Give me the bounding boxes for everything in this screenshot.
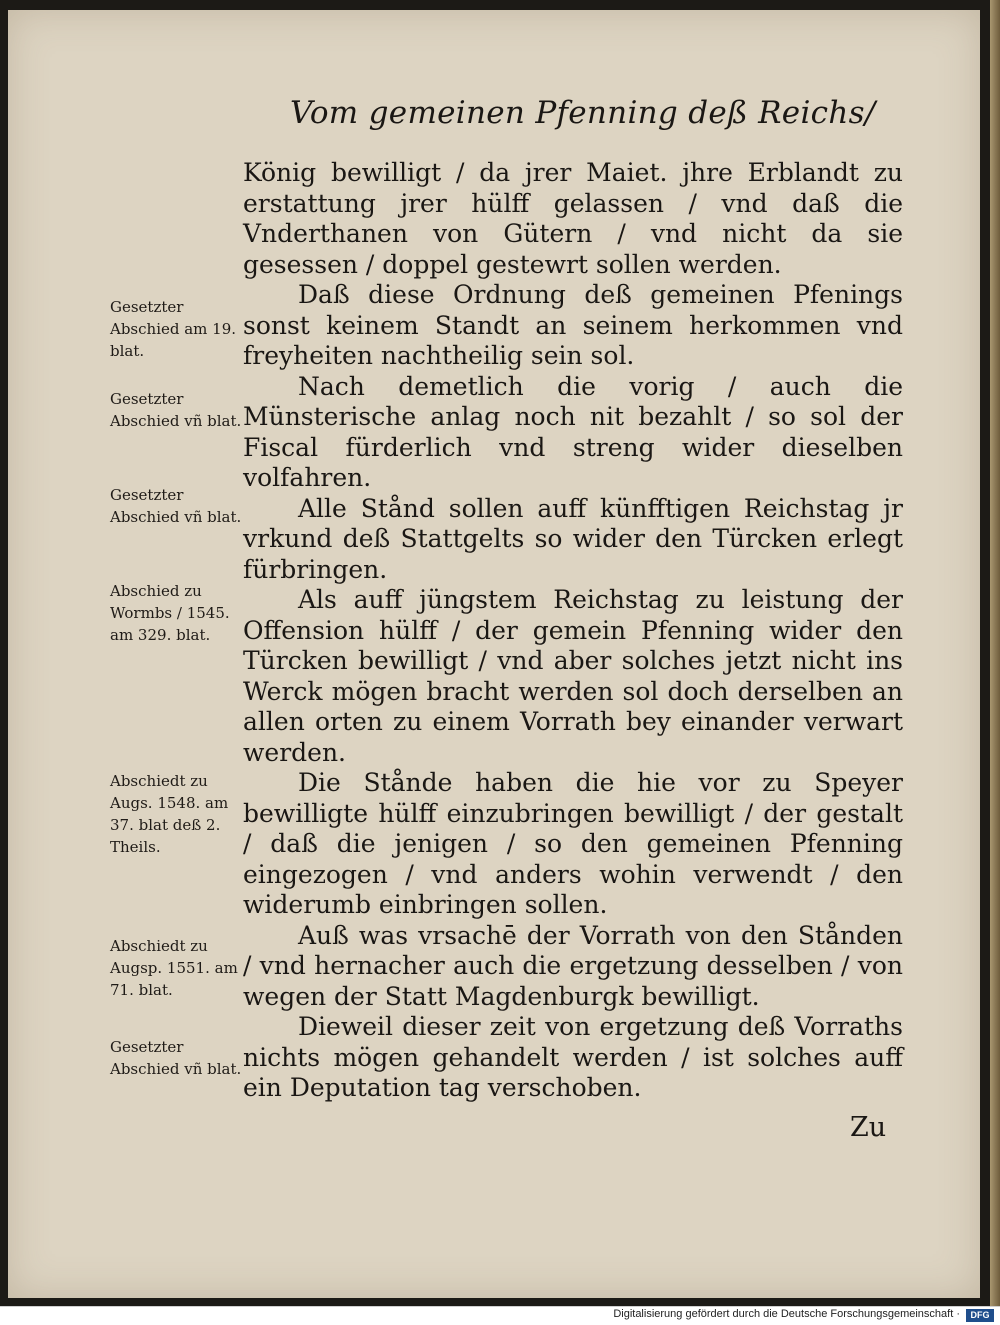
margin-note-3: Gesetzter Abschied vñ blat. [110, 486, 242, 526]
margin-note-6: Abschiedt zu Augsp. 1551. am 71. blat. [110, 937, 238, 999]
margin-note-7: Gesetzter Abschied vñ blat. [110, 1038, 242, 1078]
paragraph-6: Die Stånde haben die hie vor zu Speyer bewilligte hülff einzubringen bewilligt / der gestalt / daß die jenigen / so den gemeinen Pfenning eingezogen / vnd anders wohin verwendt / den widerumb einbringen sollen. [243, 768, 903, 919]
margin-note-5: Abschiedt zu Augs. 1548. am 37. blat deß 2. Theils. [110, 772, 229, 856]
paragraph-7: Auß was vrsachē der Vorrath von den Stånden / vnd hernacher auch die ergetzung desselben / von wegen der Statt Magdenburgk bewilligt. [243, 920, 903, 1011]
page-edge [990, 0, 1000, 1306]
margin-note-4: Abschied zu Wormbs / 1545. am 329. blat. [110, 582, 230, 644]
footer-bar [0, 1306, 1000, 1325]
margin-note-2: Gesetzter Abschied vñ blat. [110, 390, 242, 430]
paragraph-8: Dieweil dieser zeit von ergetzung deß Vorraths nichts mögen gehandelt werden / ist solches auff ein Deputation tag verschoben. [243, 1012, 903, 1102]
dfg-logo-icon: DFG [966, 1309, 994, 1322]
main-text [243, 158, 903, 1104]
margin-note-1: Gesetzter Abschied am 19. blat. [110, 298, 237, 360]
catchword: Zu [850, 1112, 887, 1143]
paragraph-3: Nach demetlich die vorig / auch die Münsterische anlag noch nit bezahlt / so sol der Fiscal fürderlich vnd streng wider dieselben volfahren. [243, 371, 903, 492]
paragraph-5: Als auff jüngstem Reichstag zu leistung der Offension hülff / der gemein Pfenning wider den Türcken bewilligt / vnd aber solches jetzt nicht ins Werck mögen bracht werden sol doch derselben an allen orten zu einem Vorrath bey einander verwart werden. [243, 585, 903, 767]
running-head: Vom gemeinen Pfenning deß Reichs/ [290, 95, 876, 131]
paragraph-4: Alle Stånd sollen auff künfftigen Reichstag jr vrkund deß Stattgelts so wider den Türcken erlegt fürbringen. [243, 493, 903, 584]
paragraph-1: König bewilligt / da jrer Maiet. jhre Erblandt zu erstattung jrer hülff gelassen / vnd daß die Vnderthanen von Gütern / vnd nicht da sie gesessen / doppel gestewrt sollen werden. [243, 158, 903, 279]
footer-credit: Digitalisierung gefördert durch die Deutsche Forschungsgemeinschaft · [613, 1308, 960, 1320]
paragraph-2: Daß diese Ordnung deß gemeinen Pfenings sonst keinem Standt an seinem herkommen vnd freyheiten nachtheilig sein sol. [243, 280, 903, 370]
